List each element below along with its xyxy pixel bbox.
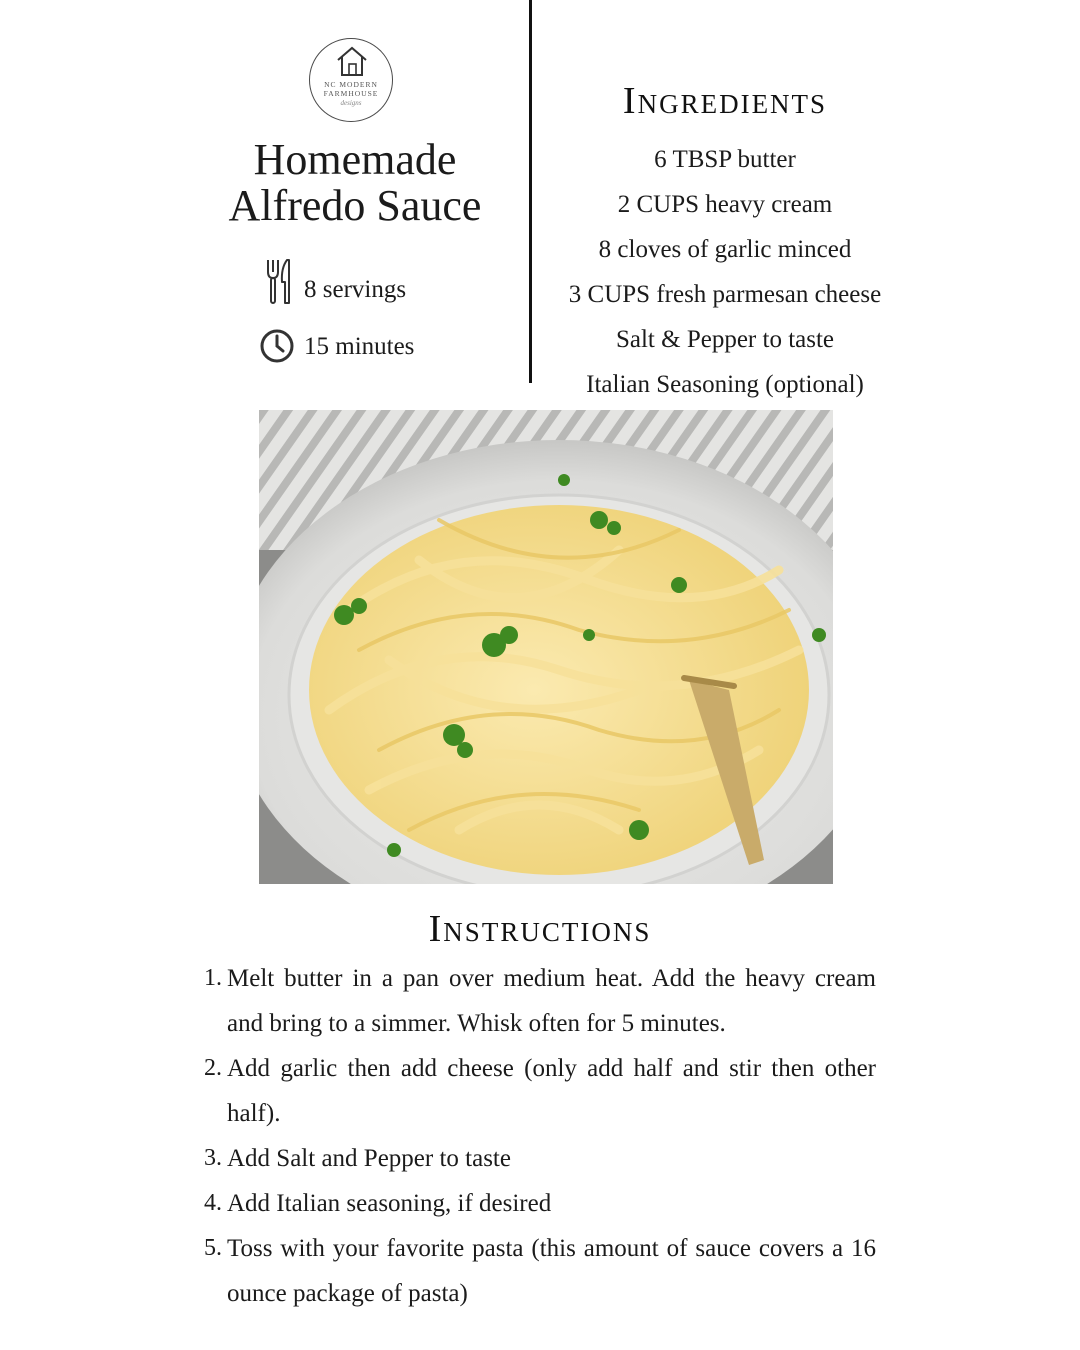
ingredient-item: 8 cloves of garlic minced xyxy=(598,236,852,263)
step-number: 2. xyxy=(204,1055,222,1081)
instruction-step xyxy=(204,1226,876,1316)
instruction-step xyxy=(204,1046,876,1136)
ingredients-list xyxy=(540,142,910,412)
ingredient-item: Salt & Pepper to taste xyxy=(615,326,835,353)
recipe-title xyxy=(200,137,510,229)
logo-text-line1: NC MODERN xyxy=(324,80,378,89)
step-number: 4. xyxy=(204,1190,222,1216)
instruction-step xyxy=(204,1136,876,1181)
step-text: Toss with your favorite pasta (this amount of sauce covers a 16 ounce package of pasta) xyxy=(227,1235,876,1307)
brand-logo xyxy=(309,38,393,122)
ingredient-item: 6 TBSP butter xyxy=(654,146,796,173)
ingredient-item: 3 CUPS fresh parmesan cheese xyxy=(568,281,882,308)
recipe-title-line1: Homemade xyxy=(253,135,457,184)
step-number: 1. xyxy=(204,965,222,991)
pasta-photo xyxy=(259,410,833,884)
recipe-title-line2: Alfredo Sauce xyxy=(228,181,482,230)
step-text: Melt butter in a pan over medium heat. Add the heavy cream and bring to a simmer. Whisk often for 5 minutes. xyxy=(227,965,876,1037)
step-number: 5. xyxy=(204,1235,222,1261)
ingredients-heading: Ingredients xyxy=(622,80,828,122)
instruction-step xyxy=(204,956,876,1046)
step-text: Add Italian seasoning, if desired xyxy=(227,1190,552,1217)
instructions-list xyxy=(204,956,876,1316)
servings-text: 8 servings xyxy=(304,276,407,303)
utensils-icon xyxy=(265,258,291,306)
instructions-heading: Instructions xyxy=(428,908,652,950)
logo-text-line2: FARMHOUSE xyxy=(323,89,379,98)
step-number: 3. xyxy=(204,1145,222,1171)
column-divider xyxy=(529,0,532,383)
clock-icon xyxy=(259,328,295,364)
step-text: Add Salt and Pepper to taste xyxy=(227,1145,511,1172)
ingredient-item: Italian Seasoning (optional) xyxy=(586,371,864,398)
step-text: Add garlic then add cheese (only add half and stir then other half). xyxy=(227,1055,876,1127)
instruction-step xyxy=(204,1181,876,1226)
ingredient-item: 2 CUPS heavy cream xyxy=(617,191,833,218)
logo-text-line3: designs xyxy=(340,99,362,107)
house-icon xyxy=(335,45,369,77)
time-text: 15 minutes xyxy=(304,333,415,360)
